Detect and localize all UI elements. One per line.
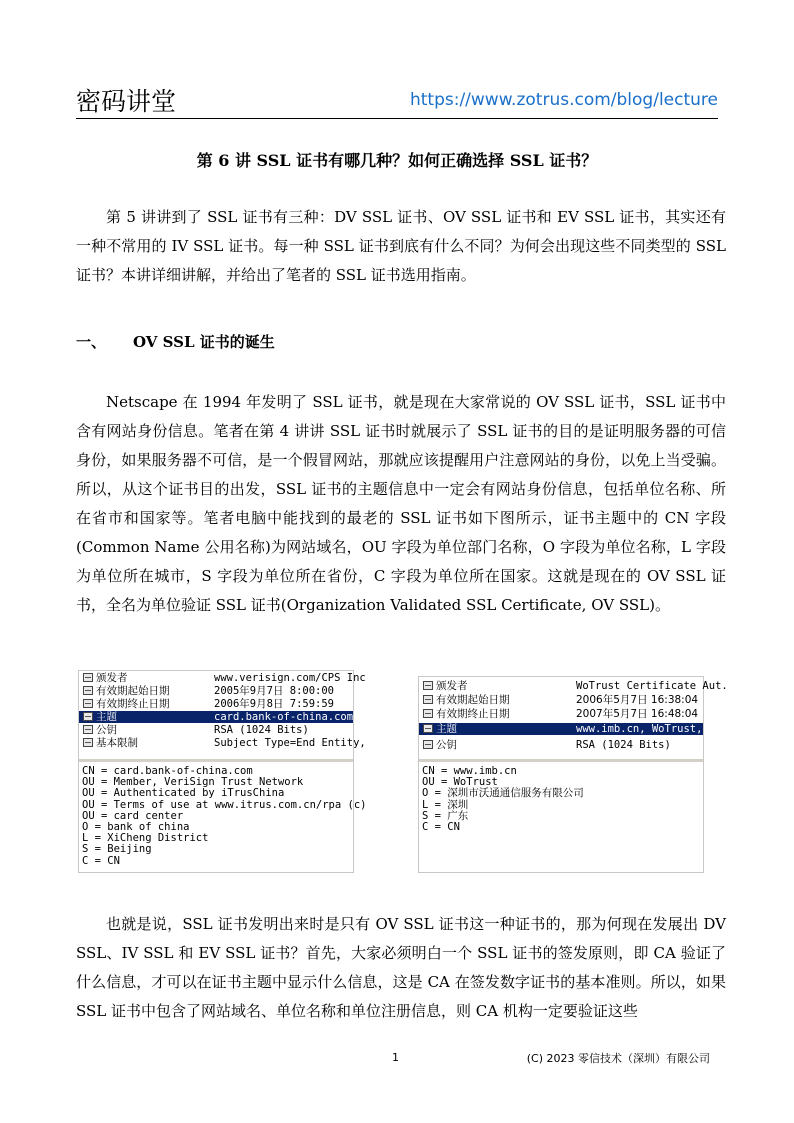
cert-screenshot-bank-of-china [78, 670, 367, 873]
cert-field-row-selected[interactable]: 主题 www.imb.cn, WoTrust, 深. [419, 723, 703, 735]
cert-subject-detail [419, 763, 703, 872]
intro-paragraph: 第 5 讲讲到了 SSL 证书有三种：DV SSL 证书、OV SSL 证书和 EV SSL 证书，其实还有一种不常用的 IV SSL 证书。每一种 SSL 证书到底有什么不同？为何会出现这些不同类型的 SSL 证书？本讲详细讲解，并给出了笔者的 SSL 证书选用指南。 [76, 208, 726, 284]
field-icon [83, 686, 93, 695]
field-icon [83, 673, 93, 682]
subject-line: C = CN [422, 820, 460, 833]
subject-line: CN = card.bank-of-china.com [82, 765, 253, 777]
section-heading [76, 331, 275, 352]
subject-line: O = 深圳市沃通通信服务有限公司 [422, 787, 584, 800]
cert-field-row[interactable]: 有效期终止日期 2006年9月8日 7:59:59 [79, 698, 353, 710]
field-icon [83, 725, 93, 734]
field-icon [423, 681, 433, 690]
field-icon [83, 712, 93, 721]
cert-field-row[interactable]: 有效期起始日期 2006年5月7日 16:38:04 [419, 694, 703, 706]
page-header [76, 78, 718, 119]
subject-line: L = 深圳 [422, 798, 469, 811]
subject-line: OU = Terms of use at www.itrus.com.cn/rpa (c) [82, 798, 367, 811]
section-title: OV SSL 证书的诞生 [133, 333, 275, 351]
cert-fields-list [79, 671, 366, 762]
cert-fields-list [419, 677, 728, 762]
cert-field-row[interactable]: 颁发者 WoTrust Certificate Aut. [419, 680, 703, 692]
field-icon [423, 740, 433, 749]
brand-title: 密码讲堂 [76, 87, 177, 116]
cert-screenshot-wotrust [418, 676, 728, 873]
subject-line: S = 广东 [422, 809, 469, 822]
cert-field-row[interactable]: 基本限制 Subject Type=End Entity, [79, 737, 353, 749]
section-number: 一、 [76, 333, 107, 351]
page-number: 1 [392, 1051, 399, 1064]
field-icon [83, 738, 93, 747]
subject-line: OU = Authenticated by iTrusChina [82, 787, 285, 800]
cert-field-row[interactable]: 有效期起始日期 2005年9月7日 8:00:00 [79, 685, 353, 697]
subject-line: L = XiCheng District [82, 832, 209, 845]
subject-line: O = bank of china [82, 820, 190, 833]
subject-line: CN = www.imb.cn [422, 765, 517, 777]
cert-field-row[interactable]: 颁发者 www.verisign.com/CPS Inc [79, 672, 353, 684]
subject-line: OU = WoTrust [422, 776, 498, 789]
cert-field-row-selected[interactable]: 主题 card.bank-of-china.com, [79, 711, 353, 723]
cert-field-row[interactable]: 有效期终止日期 2007年5月7日 16:48:04 [419, 708, 703, 720]
field-icon [423, 724, 433, 733]
subject-line: S = Beijing [82, 843, 152, 856]
cert-field-row[interactable]: 公钥 RSA (1024 Bits) [79, 724, 353, 736]
cert-field-row[interactable]: 公钥 RSA (1024 Bits) [419, 739, 703, 751]
body-paragraph-issuance: 也就是说，SSL 证书发明出来时是只有 OV SSL 证书这一种证书的，那为何现在发展出 DV SSL、IV SSL 和 EV SSL 证书？首先，大家必须明白一个 SSL 证书的签发原则，即 CA 验证了什么信息，才可以在证书主题中显示什么信息，这是 CA 在签发数字证书的基本准则。所以，如果 SSL 证书中包含了网站域名、单位名称和单位注册信息，则 CA 机构一定要验证这些 [76, 915, 726, 1020]
cert-subject-detail [79, 763, 367, 872]
field-icon [83, 699, 93, 708]
field-icon [423, 695, 433, 704]
field-icon [423, 709, 433, 718]
footer-copyright: (C) 2023 零信技术（深圳）有限公司 [526, 1052, 710, 1065]
body-paragraph-ov: Netscape 在 1994 年发明了 SSL 证书，就是现在大家常说的 OV SSL 证书，SSL 证书中含有网站身份信息。笔者在第 4 讲讲 SSL 证书时就展示了 SSL 证书的目的是证明服务器的可信身份，如果服务器不可信，是一个假冒网站，那就应该提醒用户注意网站的身份，以免上当受骗。所以，从这个证书目的出发，SSL 证书的主题信息中一定会有网站身份信息，包括单位名称、所在省市和国家等。笔者电脑中能找到的最老的 SSL 证书如下图所示，证书主题中的 CN 字段(Common Name 公用名称)为网站域名，OU 字段为单位部门名称，O 字段为单位名称，L 字段为单位所在城市，S 字段为单位所在省份，C 字段为单位所在国家。这就是现在的 OV SSL 证书，全名为单位验证 SSL 证书(Organization Validated SSL Certificate, OV SSL)。 [76, 393, 726, 614]
subject-line: OU = card center [82, 809, 184, 822]
header-url-link[interactable]: https://www.zotrus.com/blog/lecture [409, 90, 718, 110]
subject-line: C = CN [82, 854, 120, 867]
lecture-title: 第 6 讲 SSL 证书有哪几种？如何正确选择 SSL 证书？ [196, 151, 598, 170]
subject-line: OU = Member, VeriSign Trust Network [82, 776, 304, 789]
